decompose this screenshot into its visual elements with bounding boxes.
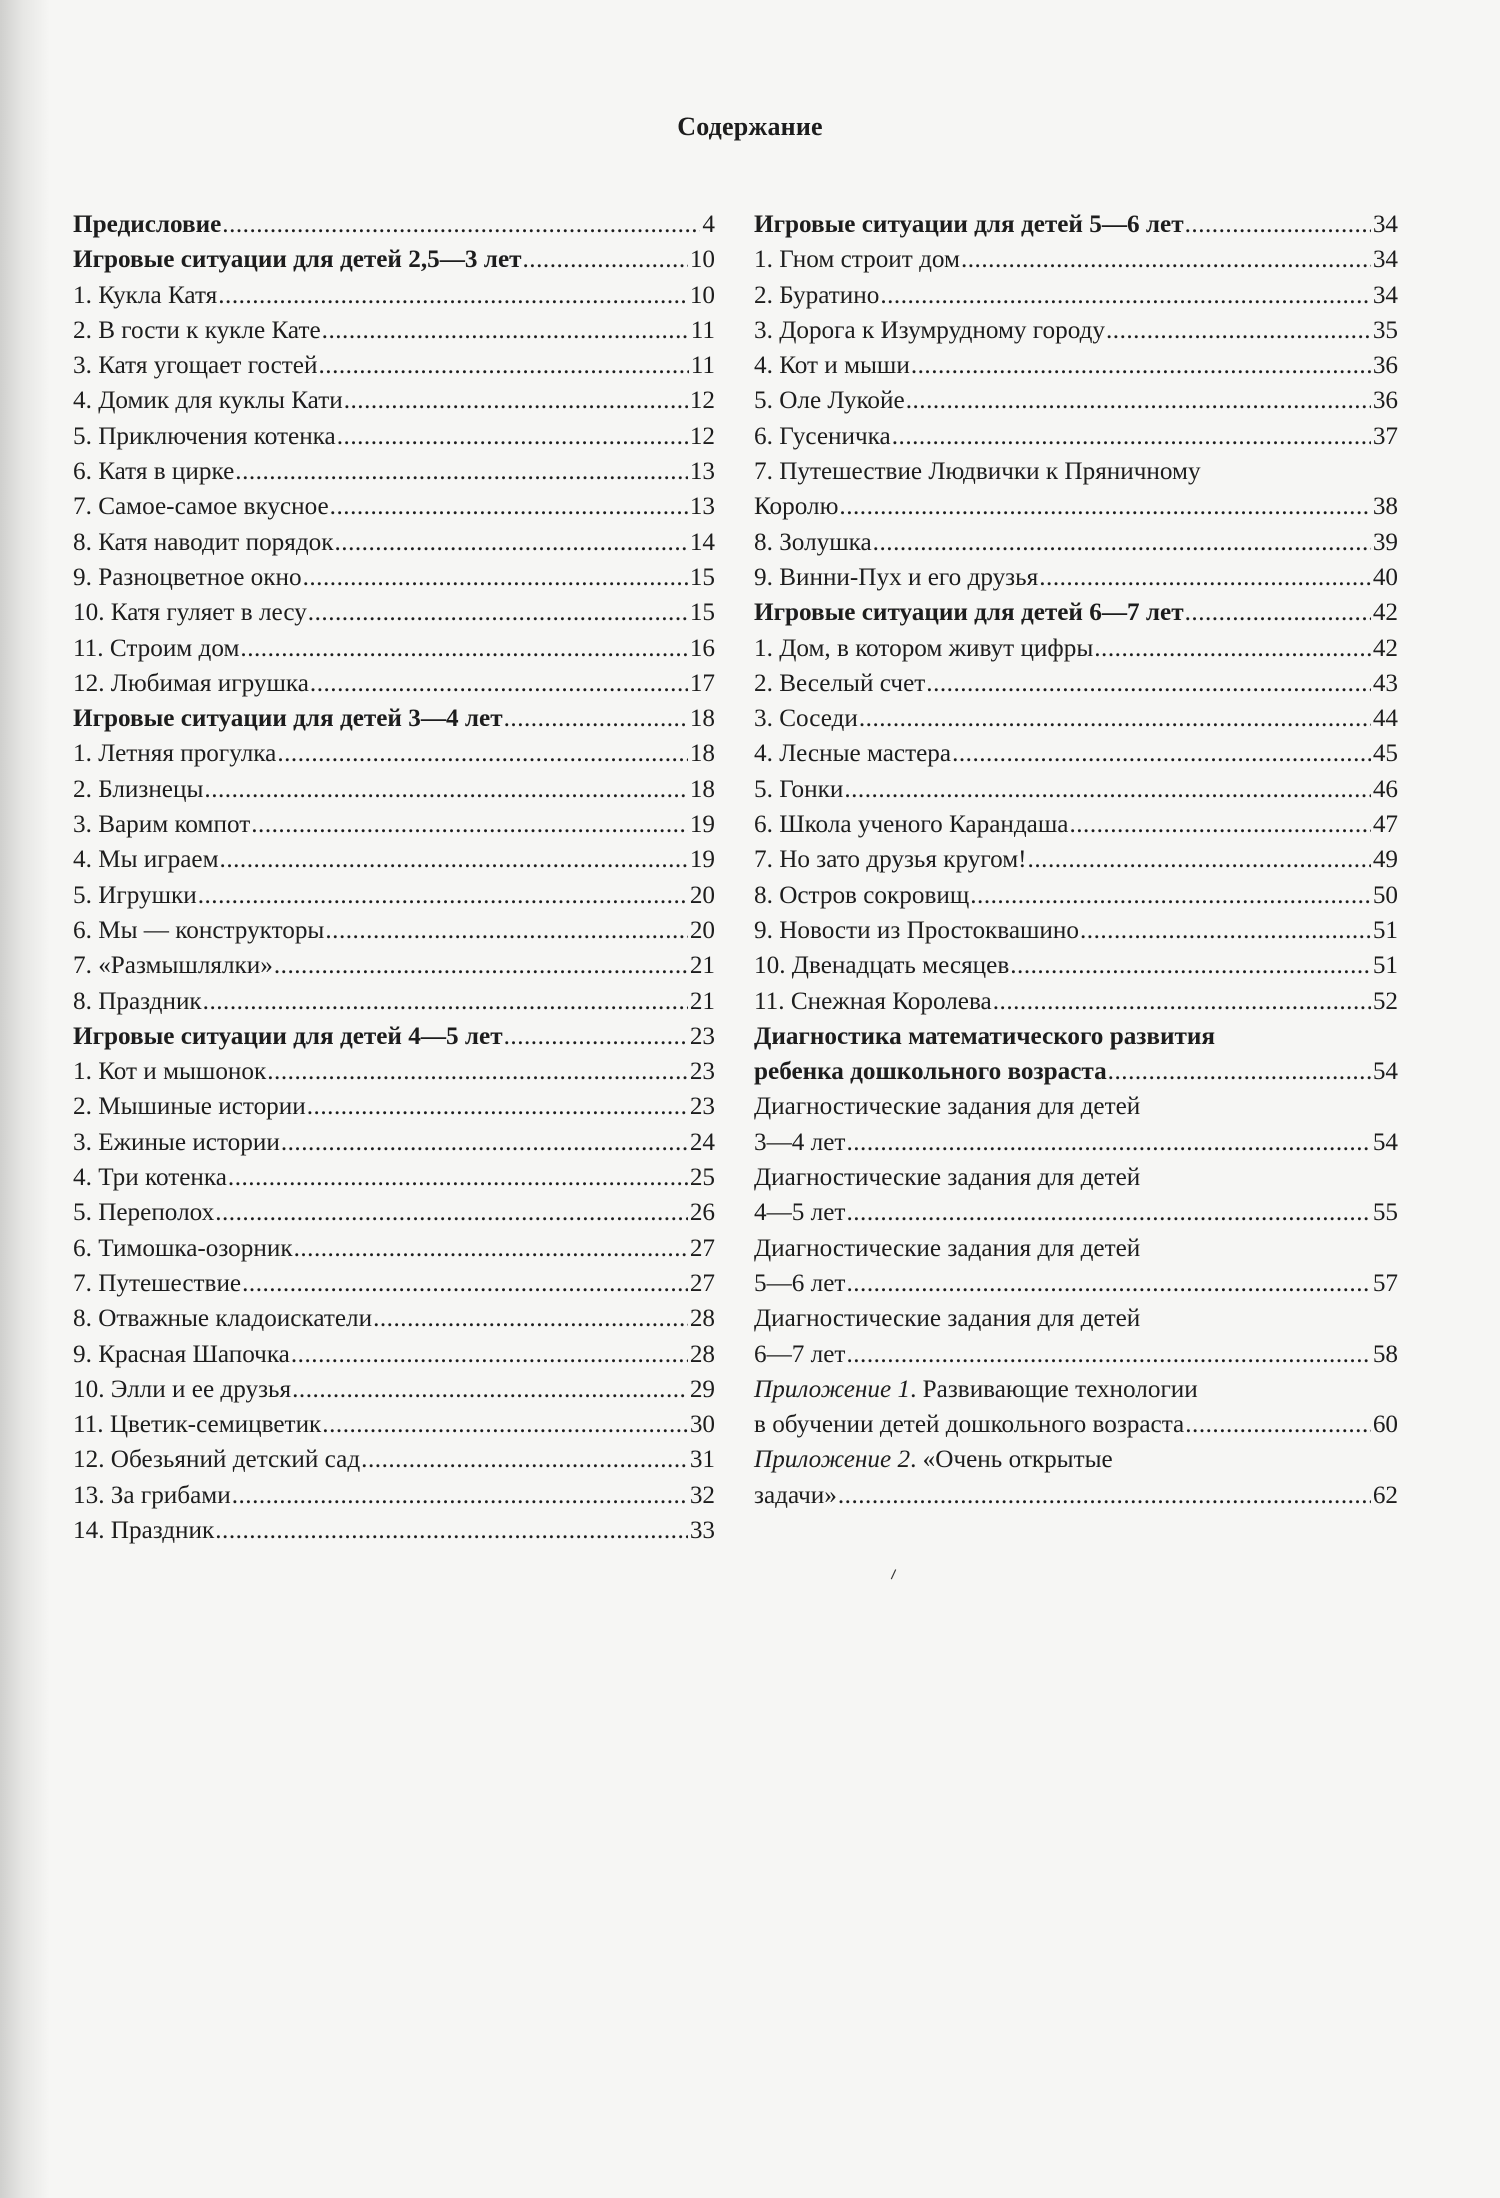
toc-entry-label-line1: Диагностические задания для детей — [754, 1234, 1141, 1262]
dot-leader — [240, 631, 687, 666]
toc-entry-page: 54 — [1372, 1128, 1398, 1156]
dot-leader — [504, 701, 688, 736]
toc-entry-label: 1. Дом, в котором живут цифры — [754, 634, 1094, 662]
toc-entry-page: 24 — [689, 1128, 715, 1156]
toc-entry-label: 4. Три котенка — [73, 1164, 227, 1192]
toc-entry-label-line2: 4—5 лет — [754, 1199, 846, 1227]
dot-leader — [274, 948, 688, 983]
toc-entry[interactable] — [73, 736, 715, 771]
toc-entry-page: 40 — [1372, 563, 1398, 591]
toc-entry-label-line1: Диагностические задания для детей — [754, 1164, 1141, 1192]
dot-leader — [235, 454, 688, 489]
toc-entry[interactable] — [754, 242, 1398, 277]
toc-entry-label: 6. Гусеничка — [754, 422, 891, 450]
toc-entry-page: 13 — [689, 458, 715, 486]
toc-entry[interactable] — [754, 948, 1398, 983]
dot-leader — [1010, 948, 1371, 983]
toc-entry[interactable] — [73, 631, 715, 666]
toc-entry-page: 51 — [1372, 952, 1398, 980]
toc-entry-label: 13. За грибами — [73, 1481, 231, 1509]
toc-entry-page: 10 — [689, 246, 715, 274]
toc-entry-page: 30 — [689, 1411, 715, 1439]
toc-left-column — [73, 207, 715, 1548]
toc-entry[interactable] — [73, 313, 715, 348]
dot-leader — [222, 207, 700, 242]
toc-entry-label: 6. Тимошка-озорник — [73, 1234, 293, 1262]
toc-entry[interactable] — [754, 348, 1398, 383]
toc-entry-label: 1. Кот и мышонок — [73, 1058, 267, 1086]
dot-leader — [277, 736, 687, 771]
toc-entry-label: 5. Оле Лукойе — [754, 387, 905, 415]
dot-leader — [859, 701, 1371, 736]
dot-leader — [361, 1442, 688, 1477]
toc-entry-label-line1: Диагностические задания для детей — [754, 1305, 1141, 1333]
dot-leader — [1094, 631, 1371, 666]
toc-entry[interactable] — [73, 419, 715, 454]
dot-leader — [322, 1407, 688, 1442]
toc-entry-appendix-1[interactable] — [754, 1372, 1398, 1443]
toc-entry-page: 27 — [689, 1269, 715, 1297]
toc-entry-page: 46 — [1372, 775, 1398, 803]
toc-entry-label: 8. Праздник — [73, 987, 202, 1015]
toc-entry-label: 7. «Размышлялки» — [73, 952, 273, 980]
toc-entry-page: 29 — [689, 1375, 715, 1403]
dot-leader — [232, 1478, 688, 1513]
toc-entry-page: 28 — [689, 1305, 715, 1333]
toc-entry-page: 4 — [702, 211, 715, 238]
dot-leader — [308, 595, 688, 630]
toc-entry[interactable] — [73, 454, 715, 489]
toc-entry[interactable] — [754, 701, 1398, 736]
toc-entry[interactable] — [754, 278, 1398, 313]
toc-entry-label: 3. Варим компот — [73, 811, 251, 839]
dot-leader — [218, 278, 688, 313]
dot-leader — [310, 666, 688, 701]
toc-entry-label: Предисловие — [73, 211, 222, 238]
toc-entry-diag-task[interactable] — [754, 1089, 1398, 1160]
dot-leader — [1185, 595, 1371, 630]
toc-entry-diag-task[interactable] — [754, 1301, 1398, 1372]
toc-entry-label-line1: Диагностика математического развития — [754, 1022, 1216, 1050]
toc-entry-page: 35 — [1372, 316, 1398, 344]
toc-entry-label: Игровые ситуации для детей 2,5—3 лет — [73, 246, 522, 274]
toc-entry[interactable] — [754, 383, 1398, 418]
dot-leader — [1069, 807, 1370, 842]
pen-mark: ⸝ — [882, 1555, 902, 1584]
toc-entry-label: 2. Веселый счет — [754, 669, 926, 697]
dot-leader — [203, 984, 688, 1019]
toc-entry-label: 2. В гости к кукле Кате — [73, 316, 321, 344]
toc-entry-page: 32 — [689, 1481, 715, 1509]
toc-entry[interactable] — [73, 913, 715, 948]
toc-entry[interactable] — [754, 419, 1398, 454]
toc-entry[interactable] — [754, 560, 1398, 595]
dot-leader — [911, 348, 1371, 383]
toc-entry[interactable] — [754, 525, 1398, 560]
dot-leader — [838, 1478, 1371, 1513]
toc-entry-page: 51 — [1372, 916, 1398, 944]
toc-entry-page: 42 — [1372, 599, 1398, 627]
toc-section-heading[interactable] — [73, 1019, 715, 1054]
toc-entry-page: 19 — [689, 811, 715, 839]
toc-entry-page: 11 — [690, 316, 715, 344]
toc-entry-page: 43 — [1372, 669, 1398, 697]
appendix-prefix: Приложение 1 — [754, 1375, 911, 1403]
page-title: Содержание — [677, 112, 823, 141]
toc-entry[interactable] — [754, 736, 1398, 771]
toc-entry-page: 13 — [689, 493, 715, 521]
toc-entry-page: 52 — [1372, 987, 1398, 1015]
toc-entry-label: 9. Новости из Простоквашино — [754, 916, 1079, 944]
toc-entry-page: 44 — [1372, 705, 1398, 733]
dot-leader — [1028, 842, 1371, 877]
dot-leader — [322, 313, 689, 348]
toc-entry[interactable] — [754, 878, 1398, 913]
toc-entry-label: 7. Самое-самое вкусное — [73, 493, 329, 521]
toc-entry-page: 17 — [689, 669, 715, 697]
toc-entry-label: 11. Снежная Королева — [754, 987, 992, 1015]
toc-entry[interactable] — [73, 489, 715, 524]
toc-entry-page: 23 — [689, 1022, 715, 1050]
page-edge-shadow — [0, 0, 50, 2198]
toc-entry-page: 20 — [689, 881, 715, 909]
dot-leader — [993, 984, 1371, 1019]
toc-entry-diag-task[interactable] — [754, 1231, 1398, 1302]
toc-entry-label: 11. Строим дом — [73, 634, 240, 662]
toc-entry-page: 55 — [1372, 1199, 1398, 1227]
toc-entry-page: 23 — [689, 1093, 715, 1121]
toc-entry-page: 10 — [689, 281, 715, 309]
toc-entry[interactable] — [754, 913, 1398, 948]
toc-entry-label: 8. Золушка — [754, 528, 872, 556]
dot-leader — [228, 1160, 688, 1195]
toc-entry[interactable] — [73, 560, 715, 595]
toc-entry-label: 3. Дорога к Изумрудному городу — [754, 316, 1105, 344]
toc-entry-label: 10. Элли и ее друзья — [73, 1375, 292, 1403]
toc-entry[interactable] — [73, 1513, 715, 1548]
toc-entry-label: 14. Праздник — [73, 1516, 215, 1544]
toc-entry-label-line2: 3—4 лет — [754, 1128, 846, 1156]
toc-entry-label-line1: . Развивающие технологии — [910, 1375, 1198, 1403]
toc-entry[interactable] — [73, 1054, 715, 1089]
toc-entry-label-line2: Королю — [754, 493, 839, 521]
toc-entry-label: 12. Обезьяний детский сад — [73, 1446, 361, 1474]
toc-entry[interactable] — [73, 1442, 715, 1477]
toc-entry-label: 3. Соседи — [754, 705, 858, 733]
dot-leader — [198, 878, 688, 913]
toc-entry-label: 8. Катя наводит порядок — [73, 528, 334, 556]
toc-entry-label: 9. Разноцветное окно — [73, 563, 302, 591]
dot-leader — [204, 772, 687, 807]
toc-entry[interactable] — [754, 631, 1398, 666]
toc-entry[interactable] — [73, 878, 715, 913]
dot-leader — [344, 383, 688, 418]
toc-entry[interactable] — [73, 1160, 715, 1195]
toc-entry-label-line2: ребенка дошкольного возраста — [754, 1058, 1107, 1086]
toc-entry-page: 27 — [689, 1234, 715, 1262]
toc-entry[interactable] — [73, 1125, 715, 1160]
toc-entry-label: 4. Кот и мыши — [754, 352, 910, 380]
toc-entry-page: 21 — [689, 952, 715, 980]
toc-entry-page: 54 — [1372, 1058, 1398, 1086]
toc-entry-page: 58 — [1372, 1340, 1398, 1368]
toc-entry[interactable] — [73, 948, 715, 983]
toc-entry-label: 4. Лесные мастера — [754, 740, 952, 768]
toc-entry-label-line2: 6—7 лет — [754, 1340, 846, 1368]
toc-entry[interactable] — [73, 1231, 715, 1266]
toc-entry-label-line2: задачи» — [754, 1481, 837, 1509]
toc-entry[interactable] — [73, 383, 715, 418]
toc-entry-label: 3. Катя угощает гостей — [73, 352, 318, 380]
toc-entry[interactable] — [754, 772, 1398, 807]
toc-section-heading[interactable] — [73, 242, 715, 277]
dot-leader — [906, 383, 1371, 418]
toc-entry[interactable] — [73, 1089, 715, 1124]
toc-entry-page: 60 — [1372, 1411, 1398, 1439]
toc-entry-page: 12 — [689, 422, 715, 450]
dot-leader — [1185, 207, 1371, 242]
toc-entry-label: 5. Игрушки — [73, 881, 197, 909]
toc-entry-label-line1: . «Очень открытые — [910, 1446, 1113, 1474]
toc-entry-page: 18 — [689, 775, 715, 803]
toc-entry-page: 34 — [1372, 281, 1398, 309]
toc-entry-page: 34 — [1372, 246, 1398, 274]
toc-entry-label: 6. Школа ученого Карандаша — [754, 811, 1069, 839]
toc-entry-page: 21 — [689, 987, 715, 1015]
dot-leader — [846, 1195, 1370, 1230]
dot-leader — [1039, 560, 1371, 595]
toc-entry-label: 6. Катя в цирке — [73, 458, 235, 486]
dot-leader — [523, 242, 688, 277]
toc-entry[interactable] — [754, 984, 1398, 1019]
toc-entry-page: 15 — [689, 599, 715, 627]
toc-entry-page: 34 — [1372, 211, 1398, 238]
toc-entry[interactable] — [754, 666, 1398, 701]
dot-leader — [846, 1125, 1370, 1160]
toc-entry-page: 11 — [690, 352, 715, 380]
toc-entry-label: 7. Путешествие — [73, 1269, 242, 1297]
toc-entry-label-line1: Диагностические задания для детей — [754, 1093, 1141, 1121]
toc-entry[interactable] — [73, 278, 715, 313]
dot-leader — [504, 1019, 688, 1054]
dot-leader — [303, 560, 688, 595]
toc-entry-label-line2: в обучении детей дошкольного возраста — [754, 1411, 1185, 1439]
toc-entry-page: 25 — [689, 1164, 715, 1192]
dot-leader — [952, 736, 1371, 771]
dot-leader — [373, 1301, 688, 1336]
toc-entry-label: 5. Гонки — [754, 775, 844, 803]
toc-entry-label: 10. Двенадцать месяцев — [754, 952, 1010, 980]
toc-entry-diagnostics[interactable] — [754, 1019, 1398, 1090]
toc-entry-page: 16 — [689, 634, 715, 662]
toc-entry-page: 47 — [1372, 811, 1398, 839]
dot-leader — [337, 419, 688, 454]
toc-entry[interactable] — [73, 1337, 715, 1372]
toc-entry[interactable] — [73, 595, 715, 630]
toc-entry[interactable] — [73, 1478, 715, 1513]
toc-entry-label: Игровые ситуации для детей 5—6 лет — [754, 211, 1184, 238]
toc-entry-label: Игровые ситуации для детей 4—5 лет — [73, 1022, 503, 1050]
dot-leader — [215, 1513, 688, 1548]
toc-entry[interactable] — [73, 772, 715, 807]
toc-entry-label: 5. Приключения котенка — [73, 422, 336, 450]
toc-entry[interactable] — [73, 1407, 715, 1442]
toc-entry-two-line[interactable] — [754, 454, 1398, 525]
toc-entry-page: 18 — [689, 705, 715, 733]
dot-leader — [267, 1054, 688, 1089]
toc-entry-page: 14 — [689, 528, 715, 556]
toc-entry-label: 1. Гном строит дом — [754, 246, 960, 274]
toc-entry-label: 7. Но зато друзья кругом! — [754, 846, 1027, 874]
dot-leader — [1185, 1407, 1371, 1442]
dot-leader — [220, 842, 688, 877]
toc-entry-label: 8. Отважные кладоискатели — [73, 1305, 373, 1333]
appendix-prefix: Приложение 2 — [754, 1446, 911, 1474]
dot-leader — [307, 1089, 688, 1124]
dot-leader — [1106, 313, 1371, 348]
toc-entry-page: 33 — [689, 1516, 715, 1544]
toc-entry[interactable] — [73, 1301, 715, 1336]
toc-entry-label: 9. Красная Шапочка — [73, 1340, 290, 1368]
toc-entry[interactable] — [754, 807, 1398, 842]
dot-leader — [846, 1266, 1370, 1301]
toc-entry-page: 50 — [1372, 881, 1398, 909]
dot-leader — [330, 489, 688, 524]
dot-leader — [846, 1337, 1370, 1372]
dot-leader — [926, 666, 1371, 701]
toc-entry-page: 20 — [689, 916, 715, 944]
toc-entry[interactable] — [73, 1266, 715, 1301]
toc-entry-label: 4. Домик для куклы Кати — [73, 387, 343, 415]
toc-section-heading[interactable] — [754, 595, 1398, 630]
toc-entry-page: 36 — [1372, 352, 1398, 380]
toc-entry-label: 1. Летняя прогулка — [73, 740, 277, 768]
dot-leader — [1108, 1054, 1371, 1089]
toc-entry-page: 18 — [689, 740, 715, 768]
toc-entry[interactable] — [73, 1372, 715, 1407]
toc-entry-label: 2. Близнецы — [73, 775, 204, 803]
toc-section-heading[interactable] — [754, 207, 1398, 242]
dot-leader — [242, 1266, 688, 1301]
toc-entry[interactable] — [73, 1195, 715, 1230]
toc-entry-page: 15 — [689, 563, 715, 591]
toc-entry-label: 6. Мы — конструкторы — [73, 916, 325, 944]
dot-leader — [325, 913, 687, 948]
toc-entry-page: 38 — [1372, 493, 1398, 521]
toc-entry-label-line1: 7. Путешествие Людвички к Пряничному — [754, 458, 1201, 486]
toc-entry-page: 12 — [689, 387, 715, 415]
dot-leader — [970, 878, 1371, 913]
dot-leader — [292, 1372, 688, 1407]
toc-entry-label: Игровые ситуации для детей 3—4 лет — [73, 705, 503, 733]
dot-leader — [334, 525, 687, 560]
toc-entry[interactable] — [754, 313, 1398, 348]
toc-entry-page: 42 — [1372, 634, 1398, 662]
toc-entry-label: 9. Винни-Пух и его друзья — [754, 563, 1039, 591]
toc-entry-label: 12. Любимая игрушка — [73, 669, 309, 697]
toc-entry-label: 2. Мышиные истории — [73, 1093, 306, 1121]
toc-entry-appendix-2[interactable] — [754, 1442, 1398, 1513]
toc-entry[interactable] — [73, 984, 715, 1019]
dot-leader — [294, 1231, 688, 1266]
dot-leader — [839, 489, 1370, 524]
dot-leader — [251, 807, 688, 842]
dot-leader — [318, 348, 688, 383]
toc-entry-diag-task[interactable] — [754, 1160, 1398, 1231]
toc-entry[interactable] — [73, 525, 715, 560]
toc-entry-page: 28 — [689, 1340, 715, 1368]
dot-leader — [215, 1195, 688, 1230]
toc-entry-label: 1. Кукла Катя — [73, 281, 218, 309]
toc-entry-label: 4. Мы играем — [73, 846, 219, 874]
dot-leader — [291, 1337, 688, 1372]
toc-entry-page: 45 — [1372, 740, 1398, 768]
dot-leader — [961, 242, 1371, 277]
toc-entry-label: Игровые ситуации для детей 6—7 лет — [754, 599, 1184, 627]
toc-entry[interactable] — [754, 842, 1398, 877]
toc-entry-label: 3. Ежиные истории — [73, 1128, 280, 1156]
dot-leader — [892, 419, 1371, 454]
toc-entry[interactable] — [73, 666, 715, 701]
toc-entry-page: 37 — [1372, 422, 1398, 450]
toc-entry[interactable] — [73, 348, 715, 383]
toc-entry-page: 49 — [1372, 846, 1398, 874]
toc-entry-page: 57 — [1372, 1269, 1398, 1297]
toc-entry-label-line2: 5—6 лет — [754, 1269, 846, 1297]
toc-entry-page: 39 — [1372, 528, 1398, 556]
dot-leader — [873, 525, 1371, 560]
toc-entry-label: 2. Буратино — [754, 281, 880, 309]
dot-leader — [880, 278, 1371, 313]
toc-entry-label: 10. Катя гуляет в лесу — [73, 599, 307, 627]
toc-entry-page: 23 — [689, 1058, 715, 1086]
toc-right-column — [754, 207, 1398, 1513]
dot-leader — [844, 772, 1370, 807]
toc-entry-page: 19 — [689, 846, 715, 874]
toc-entry-page: 26 — [689, 1199, 715, 1227]
toc-entry-label: 11. Цветик-семицветик — [73, 1411, 322, 1439]
toc-entry[interactable] — [73, 842, 715, 877]
dot-leader — [1080, 913, 1371, 948]
toc-entry[interactable] — [73, 807, 715, 842]
toc-section-heading[interactable] — [73, 701, 715, 736]
dot-leader — [281, 1125, 688, 1160]
toc-section-heading[interactable] — [73, 207, 715, 242]
toc-entry-label: 8. Остров сокровищ — [754, 881, 970, 909]
toc-entry-page: 36 — [1372, 387, 1398, 415]
toc-entry-page: 31 — [689, 1446, 715, 1474]
toc-entry-label: 5. Переполох — [73, 1199, 215, 1227]
toc-entry-page: 62 — [1372, 1481, 1398, 1509]
